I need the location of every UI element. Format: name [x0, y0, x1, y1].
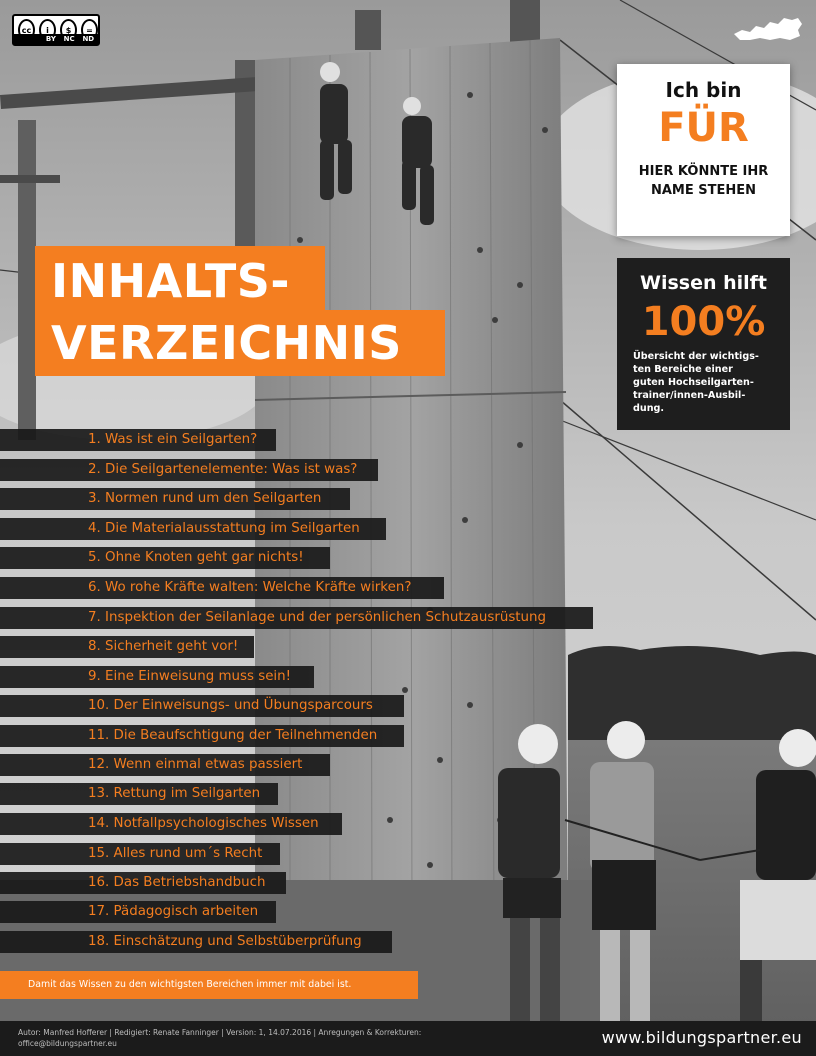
knowledge-desc-line: ten Bereiche einer [633, 364, 733, 375]
toc-item-14[interactable]: 14. Notfallpsychologisches Wissen [0, 813, 342, 835]
toc-item-10[interactable]: 10. Der Einweisungs- und Übungsparcours [0, 695, 404, 717]
footer [0, 1021, 816, 1056]
toc-item-1[interactable]: 1. Was ist ein Seilgarten? [0, 429, 276, 451]
knowledge-desc-line: guten Hochseilgarten- [633, 377, 754, 388]
knowledge-box-description [617, 344, 790, 415]
toc-item-8[interactable]: 8. Sicherheit geht vor! [0, 636, 254, 658]
toc-item-5[interactable]: 5. Ohne Knoten geht gar nichts! [0, 547, 330, 569]
name-box-line-3b: NAME STEHEN [650, 183, 757, 198]
footer-meta-line-1: Autor: Manfred Hofferer | Redigiert: Renate Fanninger | Version: 1, 14.07.2016 | Anregungen & Korrekturen: [18, 1028, 422, 1037]
toc-item-13[interactable]: 13. Rettung im Seilgarten [0, 783, 278, 805]
knowledge-desc-line: dung. [633, 403, 665, 414]
note-banner: Damit das Wissen zu den wichtigsten Bereichen immer mit dabei ist. [0, 971, 418, 999]
name-box-line-2: FÜR [658, 105, 749, 151]
toc-item-17[interactable]: 17. Pädagogisch arbeiten [0, 901, 276, 923]
toc-item-18[interactable]: 18. Einschätzung und Selbstüberprüfung [0, 931, 392, 953]
toc-item-4[interactable]: 4. Die Materialausstattung im Seilgarten [0, 518, 386, 540]
toc-item-6[interactable]: 6. Wo rohe Kräfte walten: Welche Kräfte wirken? [0, 577, 444, 599]
title-line-2: VERZEICHNIS [35, 310, 445, 376]
knowledge-box-percent: 100% [641, 299, 766, 345]
cc-by-label: BY [45, 35, 56, 43]
toc-item-7[interactable]: 7. Inspektion der Seilanlage und der persönlichen Schutzausrüstung [0, 607, 593, 629]
cc-icon: cc [18, 19, 35, 41]
name-box-line-1: Ich bin [665, 78, 742, 102]
toc-item-12[interactable]: 12. Wenn einmal etwas passiert [0, 754, 330, 776]
title-line-1: INHALTS- [35, 246, 325, 310]
name-box-line-3 [617, 162, 790, 200]
cc-nd-label: ND [82, 35, 95, 43]
name-box-line-3a: HIER KÖNNTE IHR [638, 164, 769, 179]
toc-item-15[interactable]: 15. Alles rund um´s Recht [0, 843, 280, 865]
nc-icon: $ [60, 19, 77, 41]
cc-strip [14, 34, 98, 44]
toc-item-2[interactable]: 2. Die Seilgartenelemente: Was ist was? [0, 459, 378, 481]
name-box [617, 64, 790, 236]
knowledge-box-heading: Wissen hilft [639, 272, 768, 294]
knowledge-box [617, 258, 790, 430]
toc-item-3[interactable]: 3. Normen rund um den Seilgarten [0, 488, 350, 510]
toc-item-9[interactable]: 9. Eine Einweisung muss sein! [0, 666, 314, 688]
austria-map-icon [732, 14, 804, 44]
footer-website-link[interactable]: www.bildungspartner.eu [601, 1028, 802, 1047]
toc-item-16[interactable]: 16. Das Betriebshandbuch [0, 872, 286, 894]
knowledge-desc-line: Übersicht der wichtigs- [633, 351, 759, 362]
cc-license-badge [12, 14, 100, 46]
toc-item-11[interactable]: 11. Die Beaufschtigung der Teilnehmenden [0, 725, 404, 747]
footer-meta [18, 1027, 458, 1049]
by-icon: i [39, 19, 56, 41]
footer-email[interactable]: office@bildungspartner.eu [18, 1039, 117, 1048]
knowledge-desc-line: trainer/innen-Ausbil- [633, 390, 746, 401]
nd-icon: = [81, 19, 98, 41]
cc-nc-label: NC [63, 35, 75, 43]
